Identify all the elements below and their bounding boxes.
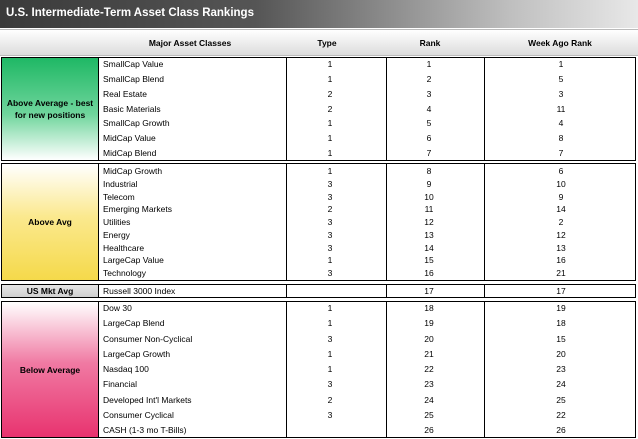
week-ago-rank-value: 16 — [556, 255, 566, 266]
rank-value: 26 — [424, 425, 434, 435]
table-row — [98, 363, 635, 376]
rank-value: 13 — [424, 229, 434, 240]
table-row — [98, 378, 635, 391]
rank-value: 21 — [424, 348, 434, 359]
asset-class-name: Healthcare — [103, 242, 145, 253]
asset-class-name: Dow 30 — [103, 303, 132, 313]
type-value: 3 — [327, 409, 333, 420]
table-row — [98, 229, 635, 242]
rank-value: 23 — [424, 379, 434, 390]
week-ago-rank-value: 7 — [558, 148, 564, 158]
header-major-asset-classes: Major Asset Classes — [148, 38, 232, 48]
week-ago-rank-value: 11 — [556, 103, 566, 114]
table-row — [98, 348, 635, 361]
type-value: 1 — [327, 255, 333, 266]
table-row — [98, 88, 635, 101]
week-ago-rank-value: 3 — [558, 88, 564, 99]
asset-class-name: Energy — [103, 229, 130, 240]
rank-value: 9 — [426, 178, 432, 189]
rank-value: 12 — [424, 217, 434, 227]
asset-class-name: Technology — [103, 268, 147, 278]
week-ago-rank-value: 25 — [556, 394, 566, 405]
table-row — [98, 267, 635, 280]
week-ago-rank-value: 14 — [556, 204, 566, 215]
type-value: 1 — [327, 148, 333, 158]
asset-class-name: Developed Int'l Markets — [103, 394, 192, 405]
asset-class-name: Real Estate — [103, 88, 147, 99]
group-label: US Mkt Avg — [2, 285, 99, 297]
asset-class-name: Consumer Cyclical — [103, 409, 174, 420]
asset-class-name: SmallCap Growth — [103, 118, 170, 129]
group-label: Above Avg — [2, 164, 99, 280]
asset-class-name: CASH (1-3 mo T-Bills) — [103, 425, 187, 435]
asset-class-name: Industrial — [103, 178, 138, 189]
table-row — [98, 103, 635, 116]
type-value: 3 — [327, 217, 333, 227]
table-row — [98, 147, 635, 160]
group-us-mkt-avg — [1, 284, 636, 298]
type-value: 3 — [327, 191, 333, 202]
rank-value: 20 — [424, 333, 434, 344]
table-row — [98, 302, 635, 315]
rank-value: 8 — [426, 166, 432, 176]
type-value: 1 — [327, 73, 333, 84]
type-value: 2 — [327, 204, 333, 215]
week-ago-rank-value: 9 — [558, 191, 564, 202]
rank-value: 10 — [424, 191, 434, 202]
week-ago-rank-value: 24 — [556, 379, 566, 390]
rank-value: 22 — [424, 364, 434, 374]
type-value: 3 — [327, 268, 333, 278]
table-row — [98, 216, 635, 229]
asset-class-name: LargeCap Growth — [103, 348, 171, 359]
table-row — [98, 178, 635, 191]
week-ago-rank-value: 1 — [558, 59, 564, 69]
week-ago-rank-value: 10 — [556, 178, 566, 189]
week-ago-rank-value: 4 — [558, 118, 564, 129]
type-value: 1 — [327, 364, 333, 374]
type-value: 2 — [327, 88, 333, 99]
week-ago-rank-value: 17 — [556, 286, 566, 296]
asset-class-name: Consumer Non-Cyclical — [103, 333, 193, 344]
table-row — [98, 132, 635, 145]
rank-value: 6 — [426, 133, 432, 144]
rank-value: 7 — [426, 148, 432, 158]
week-ago-rank-value: 26 — [556, 425, 566, 435]
week-ago-rank-value: 12 — [556, 229, 566, 240]
group-label: Below Average — [2, 302, 99, 437]
week-ago-rank-value: 5 — [558, 73, 564, 84]
title-bar — [0, 0, 638, 28]
week-ago-rank-value: 18 — [556, 318, 566, 329]
week-ago-rank-value: 6 — [558, 166, 564, 176]
week-ago-rank-value: 8 — [558, 133, 564, 144]
week-ago-rank-value: 22 — [556, 409, 566, 420]
week-ago-rank-value: 21 — [556, 268, 566, 278]
type-value: 2 — [327, 103, 333, 114]
group-above-average — [1, 57, 636, 161]
rank-value: 16 — [424, 268, 434, 278]
header-week-ago-rank: Week Ago Rank — [528, 38, 592, 48]
rank-value: 17 — [424, 286, 434, 296]
type-value: 1 — [327, 303, 333, 313]
type-value: 3 — [327, 178, 333, 189]
rank-value: 18 — [424, 303, 434, 313]
column-header-row — [0, 29, 638, 56]
type-value: 1 — [327, 348, 333, 359]
rank-value: 15 — [424, 255, 434, 266]
table-row — [98, 285, 635, 298]
table-row — [98, 203, 635, 216]
type-value: 1 — [327, 166, 333, 176]
asset-class-name: LargeCap Blend — [103, 318, 165, 329]
type-value: 3 — [327, 333, 333, 344]
type-value: 1 — [327, 318, 333, 329]
rank-value: 5 — [426, 118, 432, 129]
type-value: 1 — [327, 118, 333, 129]
asset-class-name: Telecom — [103, 191, 135, 202]
rank-value: 25 — [424, 409, 434, 420]
asset-class-name: Emerging Markets — [103, 204, 172, 215]
asset-class-name: Russell 3000 Index — [103, 286, 176, 296]
asset-class-name: SmallCap Value — [103, 59, 164, 69]
week-ago-rank-value: 2 — [558, 217, 564, 227]
rank-value: 2 — [426, 73, 432, 84]
table-row — [98, 409, 635, 422]
week-ago-rank-value: 20 — [556, 348, 566, 359]
type-value: 3 — [327, 379, 333, 390]
header-type: Type — [317, 38, 337, 48]
table-row — [98, 165, 635, 178]
page-title: U.S. Intermediate-Term Asset Class Rankings — [6, 7, 254, 19]
asset-class-name: Nasdaq 100 — [103, 364, 149, 374]
group-below-average — [1, 301, 636, 438]
type-value: 1 — [327, 59, 333, 69]
type-value: 3 — [327, 229, 333, 240]
table-row — [98, 73, 635, 86]
rank-value: 24 — [424, 394, 434, 405]
week-ago-rank-value: 15 — [556, 333, 566, 344]
table-row — [98, 191, 635, 204]
table-row — [98, 317, 635, 330]
table-row — [98, 58, 635, 71]
type-value: 3 — [327, 242, 333, 253]
group-label: Above Average - best for new positions — [2, 58, 99, 160]
rank-value: 19 — [424, 318, 434, 329]
week-ago-rank-value: 19 — [556, 303, 566, 313]
table-row — [98, 242, 635, 255]
asset-class-name: MidCap Value — [103, 133, 156, 144]
asset-class-name: LargeCap Value — [103, 255, 164, 266]
asset-class-name: Basic Materials — [103, 103, 161, 114]
week-ago-rank-value: 23 — [556, 364, 566, 374]
table-row — [98, 394, 635, 407]
type-value: 2 — [327, 394, 333, 405]
asset-class-name: Financial — [103, 379, 138, 390]
week-ago-rank-value: 13 — [556, 242, 566, 253]
table-row — [98, 424, 635, 437]
header-rank: Rank — [419, 38, 441, 48]
type-value: 1 — [327, 133, 333, 144]
rank-value: 3 — [426, 88, 432, 99]
group-above-avg — [1, 163, 636, 281]
table-row — [98, 254, 635, 267]
asset-class-name: Utilities — [103, 217, 131, 227]
table-row — [98, 117, 635, 130]
rank-value: 14 — [424, 242, 434, 253]
asset-class-name: MidCap Growth — [103, 166, 163, 176]
table-row — [98, 333, 635, 346]
asset-class-name: SmallCap Blend — [103, 73, 164, 84]
asset-class-name: MidCap Blend — [103, 148, 157, 158]
rank-value: 1 — [426, 59, 432, 69]
rank-value: 11 — [424, 204, 434, 215]
rank-value: 4 — [426, 103, 432, 114]
